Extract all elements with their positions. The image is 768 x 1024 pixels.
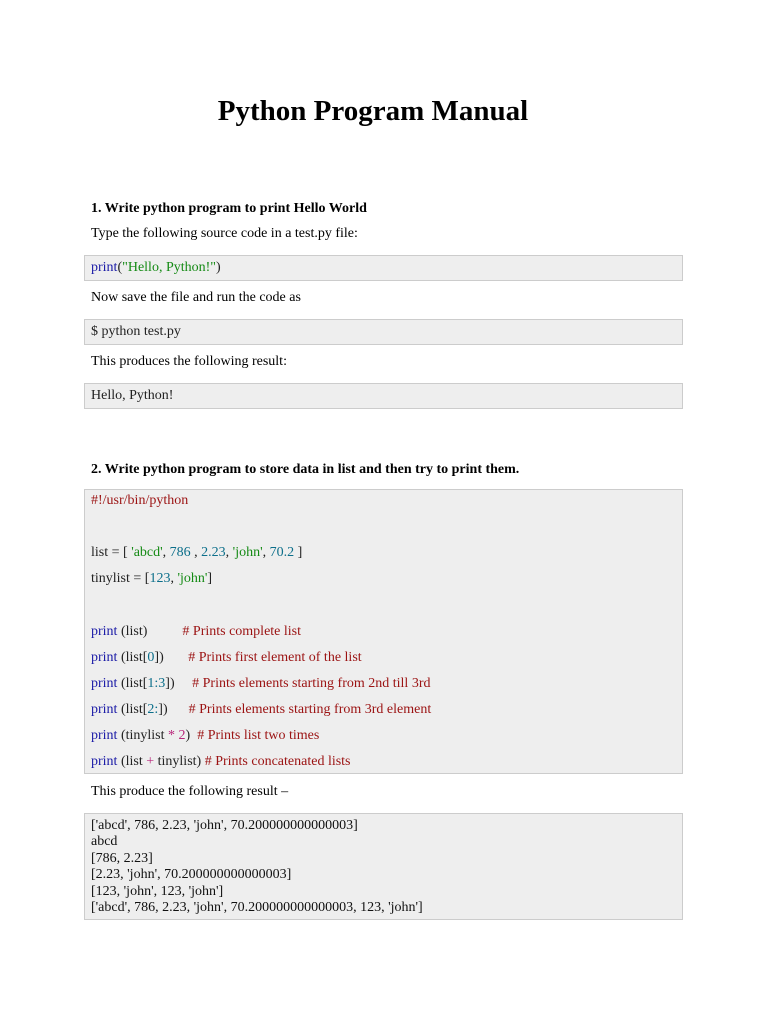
code-line-print [91,259,221,277]
output-line: Hello, Python! [91,388,174,403]
code-comment: # Prints concatenated lists [204,754,351,769]
code-keyword: print [91,650,118,665]
code-text: , [170,571,178,586]
code-text: , [225,545,233,560]
code-number: 123 [149,571,171,586]
code-index: 2: [147,702,159,717]
code-index: 1:3 [147,676,166,691]
code-text: (list[ [117,702,148,717]
code-operator: * 2 [168,728,186,743]
code-line-tinylist [91,570,212,588]
code-keyword: print [91,260,118,275]
hello-output-block [84,383,683,409]
list-output-block [84,813,683,920]
code-number: 70.2 [269,545,295,560]
code-line-list [91,544,302,562]
code-text: , [262,545,270,560]
code-text: (list[ [117,650,148,665]
code-text: , [162,545,170,560]
code-text: ]) [158,702,189,717]
hello-code-block [84,255,683,281]
code-keyword: print [91,754,118,769]
code-text: ) [185,728,198,743]
code-operator: + [146,754,155,769]
output-line: [786, 2.23] [91,850,153,866]
code-comment: # Prints complete list [182,624,302,639]
code-line-shebang: #!/usr/bin/python [91,493,189,508]
code-number: 2.23 [201,545,226,560]
code-text: ]) [165,676,193,691]
code-text: ]) [154,650,189,665]
code-index: 0 [147,650,155,665]
code-string: "Hello, Python!" [122,260,216,275]
code-keyword: print [91,676,118,691]
code-text: ] [294,545,303,560]
code-text: , [190,545,202,560]
output-line: [123, 'john', 123, 'john'] [91,883,224,899]
code-punct: ) [216,260,221,275]
code-line-print [91,675,431,693]
code-comment: # Prints elements starting from 3rd element [188,702,432,717]
code-keyword: print [91,728,118,743]
code-text: (list[ [117,676,148,691]
code-comment: # Prints first element of the list [188,650,362,665]
code-line-print [91,649,362,667]
code-line-print [91,727,319,745]
code-keyword: print [91,702,118,717]
code-comment: # Prints elements starting from 2nd till 3rd [192,676,431,691]
output-line: abcd [91,834,118,850]
code-number: 786 [169,545,191,560]
code-text: ] [207,571,213,586]
code-keyword: print [91,624,118,639]
code-line-print [91,701,431,719]
code-text: (tinylist [117,728,169,743]
code-line-print [91,623,301,641]
code-text: tinylist) [154,754,205,769]
code-line-print [91,753,351,771]
code-punct: ( [117,260,123,275]
section-1-result-text: This produces the following result: [91,354,287,369]
code-string: 'john' [177,571,208,586]
page-title: Python Program Manual [217,95,529,127]
command-line: $ python test.py [91,324,181,339]
list-code-block [84,489,683,774]
code-text: (list [117,754,147,769]
section-1-heading: 1. Write python program to print Hello World [91,201,367,216]
section-2-result-text: This produce the following result – [91,784,289,799]
code-text: tinylist = [ [91,571,150,586]
code-comment: # Prints list two times [197,728,320,743]
section-1-intro: Type the following source code in a test.py file: [91,226,358,241]
code-string: 'john' [232,545,263,560]
command-block [84,319,683,345]
section-1-run-text: Now save the file and run the code as [91,290,301,305]
output-line: ['abcd', 786, 2.23, 'john', 70.200000000000003, 123, 'john'] [91,900,423,915]
code-text: (list) [117,624,183,639]
output-line: [2.23, 'john', 70.200000000000003] [91,867,292,883]
code-text: list = [ [91,545,132,560]
code-string: 'abcd' [131,545,163,560]
output-line: ['abcd', 786, 2.23, 'john', 70.200000000000003] [91,818,358,833]
section-2-heading: 2. Write python program to store data in list and then try to print them. [91,462,520,477]
